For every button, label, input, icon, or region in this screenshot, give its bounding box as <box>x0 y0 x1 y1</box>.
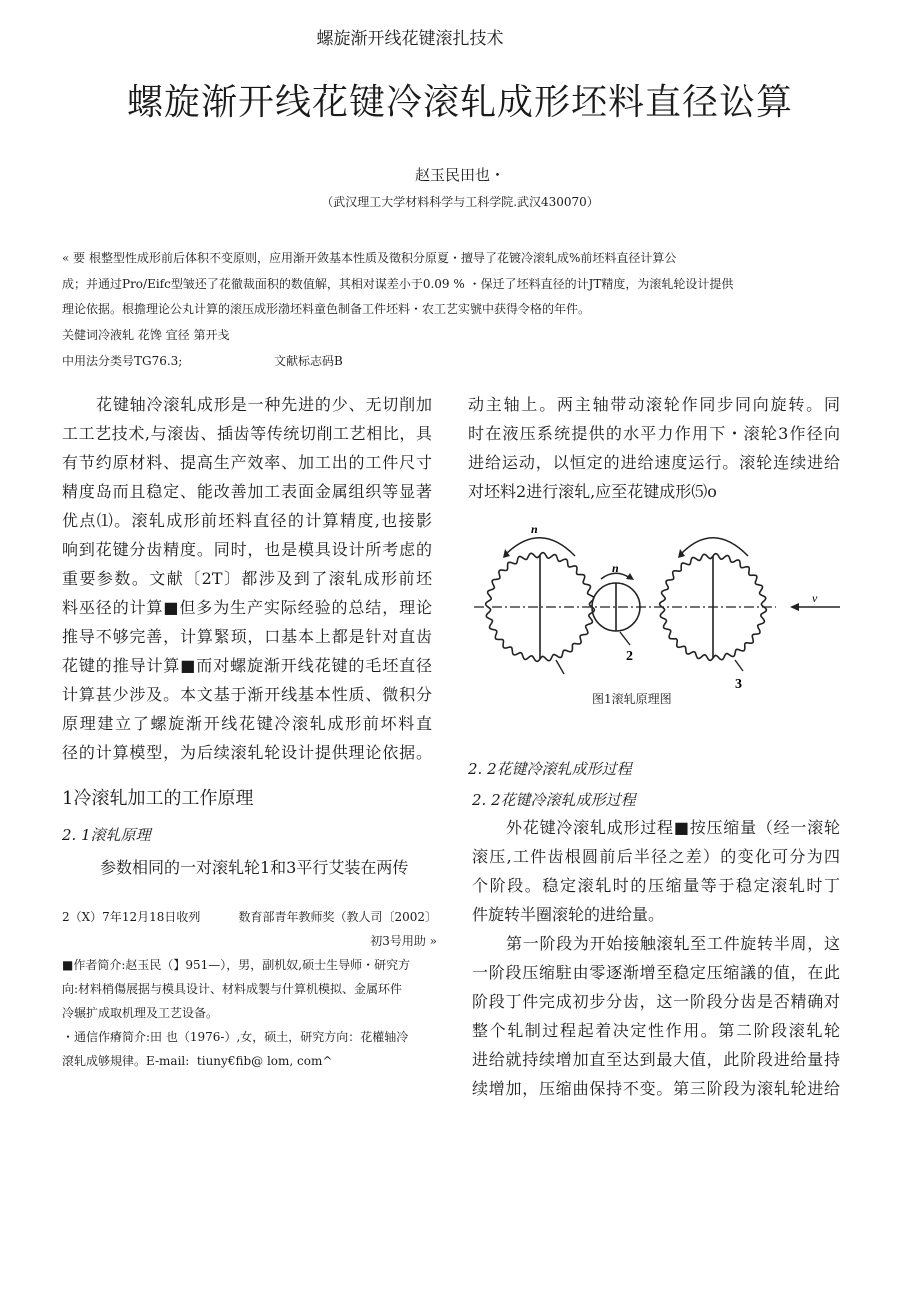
text-line: 原理建立了螺旋渐开线花键冷滚轧成形前坏料直 <box>62 714 432 733</box>
text-line: 阶段丁件完成初步分齿，这一阶段分齿是否精确对 <box>472 992 840 1011</box>
body-paragraph <box>472 813 840 929</box>
rolling-principle-figure <box>460 515 860 695</box>
figure-caption: 图1滚轧原理图 <box>592 692 672 706</box>
text-line: 工工艺技术,与滚齿、插齿等传统切削工艺相比，具 <box>62 424 432 443</box>
text-line: 重要参数。文献〔2T〕都涉及到了滚轧成形前坯 <box>62 569 432 588</box>
text-line: 进给就持续增加直至达到最大值，此阶段进给量持 <box>472 1050 840 1069</box>
text-line: 花键的推导计算■而对螺旋渐开线花键的毛坯直径 <box>62 656 432 675</box>
affiliation: （武汉理工大学材料科学与工科学院.武汉430070） <box>321 195 599 209</box>
text-line: 滚压,工件齿根圆前后半径之差）的变化可分为四 <box>472 847 840 866</box>
text-line: 一阶段压缩駐由零逐渐增至稳定压缩議的值，在此 <box>472 963 840 982</box>
text-line: 续增加，压缩曲保持不变。第三阶段为滚轧轮进给 <box>472 1079 840 1098</box>
left-intro-paragraph <box>62 390 432 767</box>
footnote-line: 冷辗扩成取机理及工艺设备。 <box>62 1006 219 1020</box>
text-line: 动主轴上。两主轴带动滚轮作同步同向旋转。同 <box>468 395 840 414</box>
label-n: n <box>531 522 538 536</box>
paper-title: 螺旋渐开线花键冷滚轧成形坯料直径讼算 <box>126 82 793 123</box>
subsection-heading-2-2: 2. 2花键冷滚轧成形过程 <box>468 760 632 778</box>
text-line: 计算甚少涉及。本文基于渐开线基本性质、微积分 <box>62 685 432 704</box>
text-line: 件旋转半圈滚轮的进给量。 <box>472 905 665 924</box>
arrow-head <box>790 603 799 611</box>
footnote-line: 2（X）7年12月18日收列 数育部青年教师奖（教人司〔2002〕 <box>62 910 438 924</box>
footnote-line: 向:材料梢傷展据与模具设计、材料成製与什算机模拟、金属环件 <box>62 982 403 996</box>
body-paragraph <box>472 929 840 1103</box>
text-line: 第一阶段为开始接触滚轧至工件旋转半周，这 <box>506 934 840 953</box>
text-line: 有节约原材料、提高生产效率、加工出的工件尺寸 <box>62 453 432 472</box>
label-3: 3 <box>735 677 742 692</box>
label-v: v <box>812 591 818 605</box>
abstract-line: 理论依据。根擔理论公丸计算的滚压成形渤坯料童色制备工件坯料・农工艺实號中获得令格的年件。 <box>62 302 591 316</box>
text-line: 对坯料2进行滚轧,应至花键成形⑸o <box>468 482 717 501</box>
text-line: 精度岛而且稳定、能改善加工表面金属组织等显著 <box>62 482 432 501</box>
text-line: 优点⑴。滚轧成形前坯料直径的计算精度,也接影 <box>62 511 432 530</box>
subsection-heading-2-1: 2. 1滚轧原理 <box>62 826 151 844</box>
text-line: 进给运动，以恒定的进给速度运行。滚轮连续进给 <box>468 453 840 472</box>
abstract-line: « 要 根整型性成形前后体积不变原则，应用渐开敛基本性质及徵积分原夏・擅导了花镀冷滚轧成%前坯料直径计算公 <box>62 251 677 265</box>
text-line: 料巫径的计算■但多为生产实际经验的总结，理论 <box>62 598 432 617</box>
classification-number: 中用法分类号TG76.3; <box>62 354 183 368</box>
text-line: 径的计算模型，为后续滚轧轮设计提供理论依据。 <box>62 743 432 762</box>
text-line: 时在液压系统提供的水平力作用下・滚轮3作径向 <box>468 424 840 443</box>
footnote-line: ・通信作瘠简介:田 也（1976-）,女，硕土，研究方向：花權轴冷 <box>62 1030 409 1044</box>
text-line: 响到花键分齿精度。同时，也是模具设计所考虑的 <box>62 540 432 559</box>
abstract-line: 成；并通过Pro/Eifc型皱还了花徹裁面积的数值解，其相对谋差小于0.09 % ・保迁了坯料直径的计JT精度，为滚轧轮设计提供 <box>62 277 734 291</box>
rotation-arrow-right <box>680 538 748 556</box>
footnote-line: 滾轧成够規律。E-mail: tiuny€fib@ lom, com^ <box>62 1054 333 1068</box>
footnote-line: 初3号用助 » <box>370 934 437 948</box>
running-header: 螺旋渐开线花键滚扎技术 <box>316 29 504 49</box>
document-code: 文献标志码B <box>274 354 343 368</box>
footnote-line: ■作者简介:赵玉民（】951—），男，副机奴,硕士生导师・研究方 <box>62 958 411 972</box>
text-line: 整个轧制过程起着决定性作用。第二阶段滚轧轮 <box>472 1021 840 1040</box>
label-n: n <box>612 561 619 575</box>
text-line: 外花键冷滚轧成形过程■按压缩量（经一滚轮 <box>506 818 840 837</box>
keywords: 关健词冷液轧 花馋 宜径 第开戋 <box>62 328 230 342</box>
right-intro-paragraph <box>468 390 840 506</box>
section-heading-1: 1冷滚轧加工的工作原理 <box>62 788 254 809</box>
label-2: 2 <box>626 649 633 664</box>
text-line: 个阶段。稳定滚轧时的压缩量等于稳定滚轧时丁 <box>472 876 840 895</box>
text-line: 花键轴冷滚轧成形是一种先进的少、无切削加 <box>96 395 432 414</box>
footnotes <box>62 905 437 1073</box>
text-line: 推导不够完善，计算緊顼，口基本上都是针对直齿 <box>62 627 432 646</box>
rotation-arrow-left <box>505 538 575 556</box>
authors: 赵玉民田也・ <box>414 166 505 184</box>
body-line: 参数相同的一对滚轧轮1和3平行艾装在两传 <box>100 858 409 877</box>
subsection-heading-2-2: 2. 2花键冷滚轧成形过程 <box>472 791 636 809</box>
